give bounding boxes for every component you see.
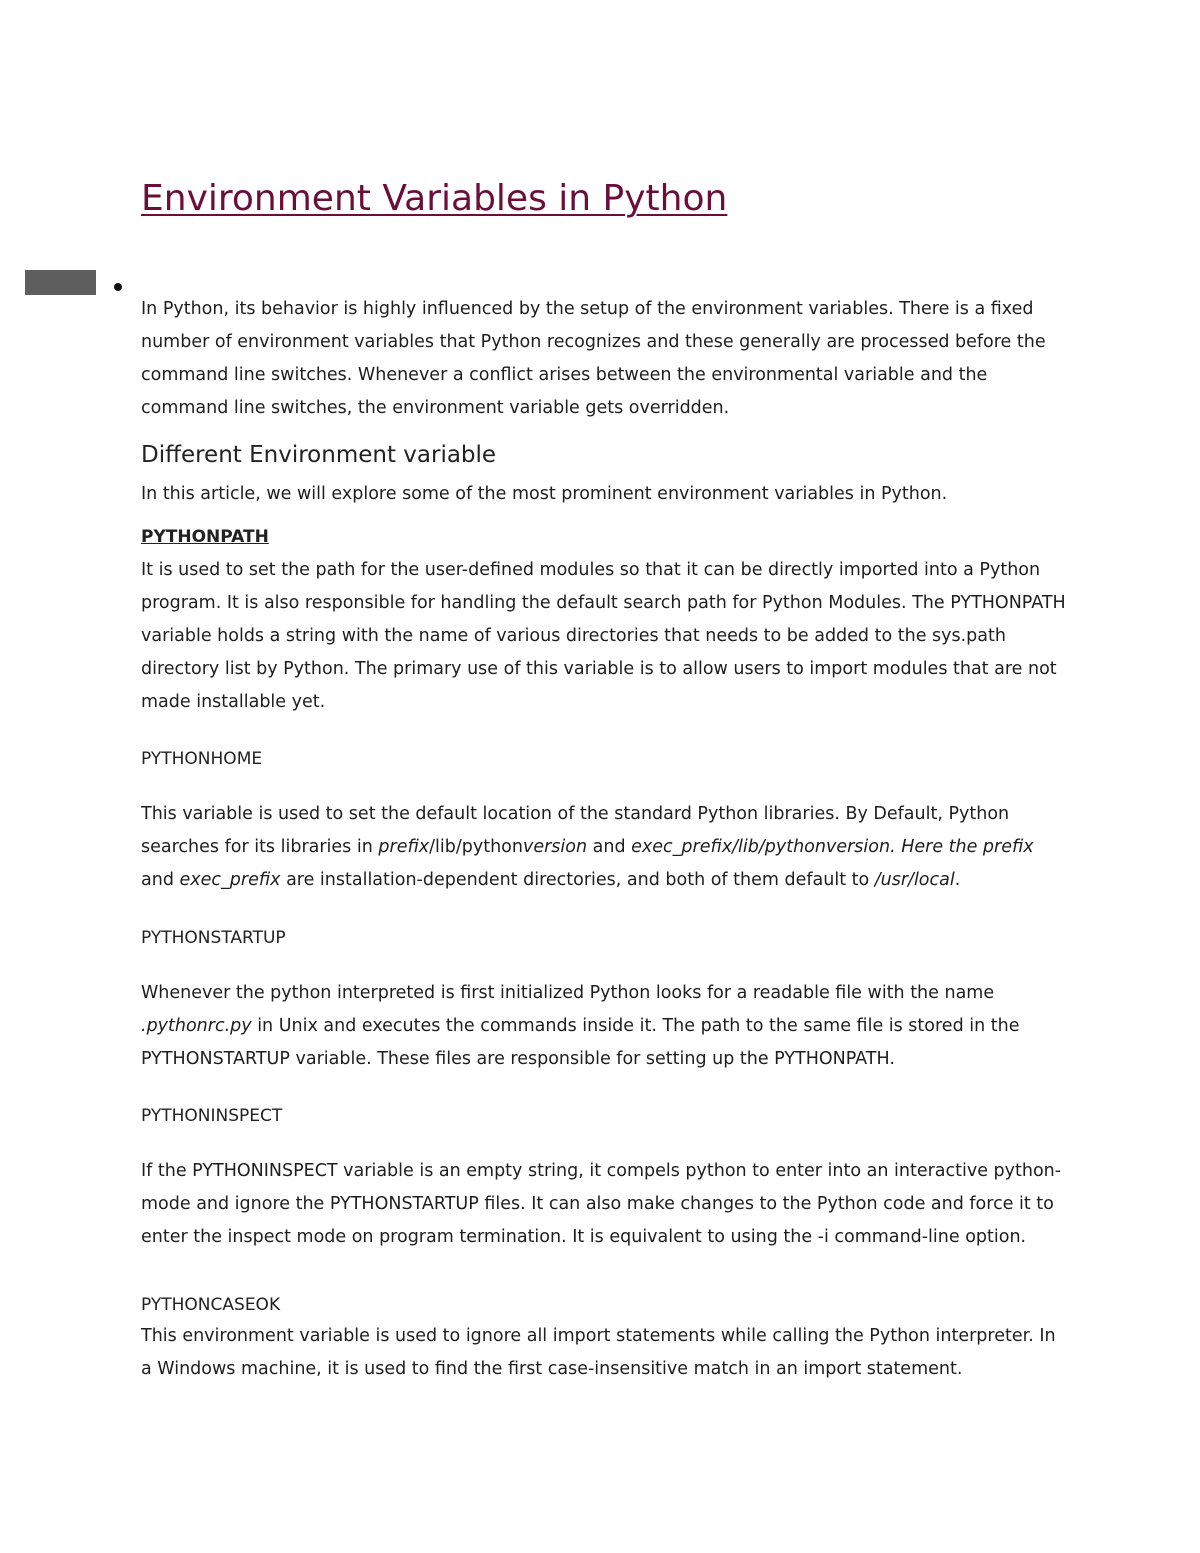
pythonpath-paragraph: It is used to set the path for the user-defined modules so that it can be directly imported into a Python program. It is also responsible for handling the default search path for Python Modules. The PYTHONPATH variable holds a string with the name of various directories that needs to be added to the sys.path directory list by Python. The primary use of this variable is to allow users to import modules that are not made installable yet.: [141, 560, 1066, 712]
section-heading: Different Environment variable: [141, 442, 497, 468]
pythoncaseok-label: PYTHONCASEOK: [141, 1295, 281, 1315]
pythonstartup-paragraph: [141, 977, 1066, 1076]
bullet-icon: [114, 283, 122, 291]
text-run: are installation-dependent directories, and both of them default to: [280, 870, 875, 890]
pythoninspect-paragraph: If the PYTHONINSPECT variable is an empty string, it compels python to enter into an interactive python-mode and ignore the PYTHONSTARTUP files. It can also make changes to the Python code and force it to enter the inspect mode on program termination. It is equivalent to using the -i command-line option.: [141, 1161, 1062, 1247]
italic-run: exec_prefix: [179, 870, 281, 890]
text-run: .: [954, 870, 961, 890]
pythonhome-label: PYTHONHOME: [141, 749, 263, 769]
section-intro: In this article, we will explore some of the most prominent environment variables in Python.: [141, 484, 948, 504]
text-run: Whenever the python interpreted is first initialized Python looks for a readable file with the name: [141, 983, 995, 1003]
pythoncaseok-paragraph: This environment variable is used to ignore all import statements while calling the Python interpreter. In a Windows machine, it is used to find the first case-insensitive match in an import statement.: [141, 1326, 1056, 1379]
page-title: Environment Variables in Python: [141, 178, 728, 219]
italic-run: prefix: [378, 837, 430, 857]
italic-run: exec_prefix/lib/pythonversion. Here the prefix: [631, 837, 1034, 857]
pythonpath-label: PYTHONPATH: [141, 527, 269, 547]
italic-run: version: [522, 837, 588, 857]
pythonstartup-label: PYTHONSTARTUP: [141, 928, 286, 948]
pythonhome-paragraph: [141, 798, 1066, 897]
italic-run: /usr/local: [874, 870, 955, 890]
text-run: /lib/python: [429, 837, 523, 857]
intro-paragraph: In Python, its behavior is highly influenced by the setup of the environment variables. There is a fixed number of environment variables that Python recognizes and these generally are processed before the command line switches. Whenever a conflict arises between the environmental variable and the command line switches, the environment variable gets overridden.: [141, 299, 1046, 418]
text-run: in Unix and executes the commands inside it. The path to the same file is stored in the PYTHONSTARTUP variable. These files are responsible for setting up the PYTHONPATH.: [141, 1016, 1020, 1069]
pythoninspect-label: PYTHONINSPECT: [141, 1106, 283, 1126]
text-run: This variable is used to set the default location of the standard Python libraries. By Default, Python searches for its libraries in: [141, 804, 1010, 857]
italic-run: .pythonrc.py: [141, 1016, 252, 1036]
text-run: and: [587, 837, 632, 857]
text-run: and: [141, 870, 180, 890]
gray-tab-marker: [25, 270, 96, 295]
